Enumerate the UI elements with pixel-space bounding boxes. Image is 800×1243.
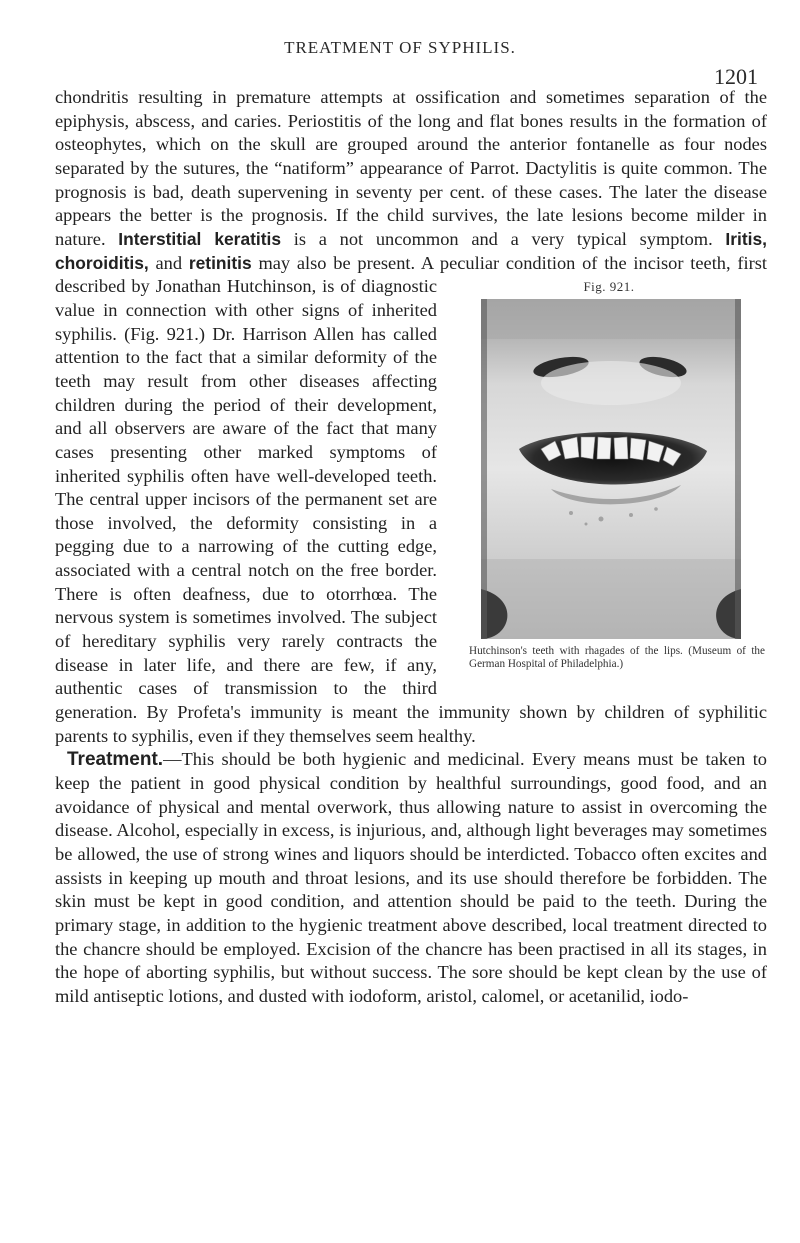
figure-921 — [451, 275, 767, 690]
hutchinson-teeth-photo — [481, 299, 741, 639]
text-incisor-intro: may also be present. A peculiar condition of the incisor teeth, — [258, 252, 731, 273]
paragraph-treatment — [55, 748, 767, 1008]
term-iritis-choroiditis: Iritis, choroiditis, — [55, 228, 767, 273]
text-intro: chondritis resulting in premature attempts at ossification and sometimes separation of the epiphysis, abscess, and caries. Periostitis of the long and flat bones results in the formation of osteophytes, which on the skull are grouped around the anterior fontanelle as four nodes separated by the sutures, the “natiform” appearance of Parrot. Dactylitis is quite common. The prognosis is bad, death supervening in seventy per cent. of these cases. The later the disease appears the better is the prognosis. If the child survives, the late lesions become milder in nature. — [55, 87, 767, 249]
paragraph-pathology — [55, 86, 767, 748]
running-head: TREATMENT OF SYPHILIS. — [284, 38, 516, 57]
figure-label: Fig. 921. — [583, 279, 635, 295]
text-and: and — [155, 252, 183, 273]
term-retinitis: retinitis — [188, 252, 252, 273]
treatment-heading: Treatment. — [67, 749, 164, 771]
figure-caption — [469, 645, 765, 671]
page-number: 1201 — [714, 64, 758, 89]
figure-caption-text: Hutchinson's teeth with rhagades of the lips. (Museum of the German Hospital of Philadelphia.) — [469, 645, 765, 671]
body-text — [55, 86, 767, 1009]
text-treatment: —This should be both hygienic and medicinal. Every means must be taken to keep the patient in good physical condition by healthful surroundings, good food, and an avoidance of physical and mental overwork, thus allowing nature to assist in overcoming the disease. Alcohol, especially in excess, is injurious, and, although light beverages may sometimes be allowed, the use of strong wines and liquors should be interdicted. Tobacco often excites and assists in keeping up mouth and throat lesions, and its use should therefore be forbidden. The skin must be kept in good condition, and attention should be paid to the teeth. During the primary stage, in addition to the hygienic treatment above described, local treatment directed to the chancre should be employed. Excision of the chancre has been practised in all its stages, in the hope of aborting syphilis, but without success. The sore should be kept clean by the use of mild antiseptic lotions, and dusted with iodoform, aristol, calomel, or acetanilid, iodo- — [55, 749, 767, 1006]
text-keratitis-note: is a not uncommon and a very typical symptom. — [293, 228, 713, 249]
text-hutchinson-teeth: first described by Jonathan Hutchinson, is of diagnostic value in connection with other signs of inherited syphilis. (Fig. 921.) Dr. Harrison Allen has called attention to the fact that a similar deformity of the teeth may result from other diseases affecting children during the period of their development, and all observers are aware of the fact that many cases presenting other marked symptoms of inherited syphilis often have well-developed teeth. The central upper incisors of the permanent set are those involved, the deformity consisting in a pegging due to a narrowing of the cutting edge, associated with a central notch on the free border. There is often deafness, due to otorrhœa. The nervous system is sometimes involved. The subject of hereditary syphilis very rarely contracts the disease in later life, and there are few, if any, authentic cases of transmission to the third generation. By Profeta's immunity is meant the immunity shown by children of syphilitic parents to syphilis, even if they themselves seem healthy. — [55, 252, 767, 746]
term-interstitial-keratitis: Interstitial keratitis — [118, 228, 282, 249]
